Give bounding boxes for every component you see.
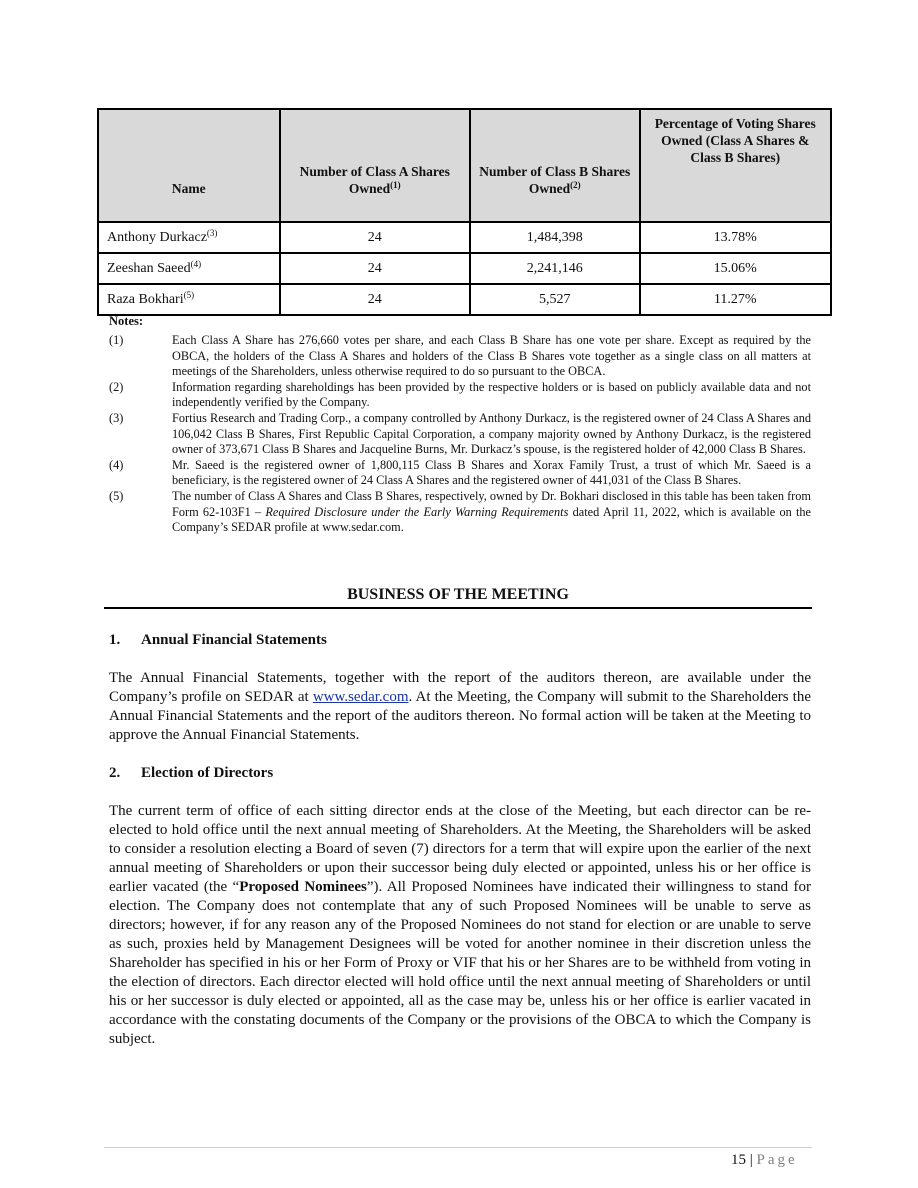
cell-name: Raza Bokhari$^{(5)}$ [98, 284, 280, 315]
table-row [98, 253, 831, 284]
header-percentage: Percentage of Voting Shares Owned (Class A Shares & Class B Shares) [640, 109, 832, 222]
cell-class-b: 1,484,398 [470, 222, 640, 253]
note-number: (3) [109, 410, 124, 425]
sedar-link[interactable]: www.sedar.com [312, 689, 409, 705]
header-class-a: Number of Class A Shares Owned$^{(1)}$ [280, 109, 470, 222]
note-text: The number of Class A Shares and Class B Shares, respectively, owned by Dr. Bokhari disclosed in this table has been taken from Form 62-103F1 – Required Disclosure under the Early Warning Requirements dated April 11, 2022, which is available on the Company’s SEDAR profile at www.sedar.com. [172, 488, 812, 535]
footer-divider [104, 1147, 812, 1148]
subheading-annual-financial-statements: 1. Annual Financial Statements [109, 632, 327, 648]
cell-class-b: 2,241,146 [470, 253, 640, 284]
note-item [109, 489, 811, 536]
defined-term: Proposed Nominees [239, 879, 367, 895]
header-name: Name [98, 109, 280, 222]
page-number: 15 [731, 1152, 746, 1168]
cell-class-a: 24 [280, 253, 470, 284]
note-item [109, 380, 811, 411]
shareholdings-table [97, 108, 832, 316]
note-item [109, 411, 811, 458]
note-number: (2) [109, 379, 124, 394]
cell-percentage: 15.06% [640, 253, 832, 284]
notes-title: Notes: [109, 314, 144, 328]
note-number: (1) [109, 333, 124, 347]
cell-name: Anthony Durkacz$^{(3)}$ [98, 222, 280, 253]
note-number: (4) [109, 457, 124, 472]
table-row [98, 284, 831, 315]
header-class-b: Number of Class B Shares Owned$^{(2)}$ [470, 109, 640, 222]
paragraph-election-of-directors: The current term of office of each sitting director ends at the close of the Meeting, but each director can be re-elected to hold office until the next annual meeting of Shareholders. At the Meeting, the Shareholders will be asked to consider a resolution electing a Board of seven (7) directors for a term that will expire upon the earlier of the next annual meeting of Shareholders or upon their successor being duly elected or appointed, unless his or her office is earlier vacated (the “Proposed Nominees”). All Proposed Nominees have indicated their willingness to stand for election. The Company does not contemplate that any of such Proposed Nominees will be unable to serve as directors; however, if for any reason any of the Proposed Nominees do not stand for election or are unable to serve as such, proxies held by Management Designees will be voted for another nominee in their discretion unless the Shareholder has specified in his or her Form of Proxy or VIF that his or her Shares are to be withheld from voting in the election of directors. Each director elected will hold office until the next annual meeting of Shareholders or until his or her successor is duly elected or appointed, all as the case may be, unless his or her office is earlier vacated in accordance with the constating documents of the Company or the provisions of the OBCA to which the Company is subject. [109, 803, 811, 1047]
cell-percentage: 11.27% [640, 284, 832, 315]
page-label: Page [756, 1152, 798, 1168]
table-header-row [98, 109, 831, 222]
notes-list [109, 333, 811, 536]
note-item [109, 458, 811, 489]
note-item [109, 333, 811, 380]
note-text: Fortius Research and Trading Corp., a company controlled by Anthony Durkacz, is the registered owner of 24 Class A Shares and 106,042 Class B Shares, First Republic Capital Corporation, a company majority owned by Anthony Durkacz, is the registered owner of 373,671 Class B Shares and Jacqueline Burns, Mr. Durkacz’s spouse, is the registered holder of 42,000 Class B Shares. [172, 410, 811, 457]
table-row [98, 222, 831, 253]
note-text: Information regarding shareholdings has been provided by the respective holders or is based on publicly available data and not independently verified by the Company. [172, 379, 811, 410]
cell-name: Zeeshan Saeed$^{(4)}$ [98, 253, 280, 284]
note-number: (5) [109, 488, 124, 503]
note-text: Each Class A Share has 276,660 votes per share, and each Class B Share has one vote per share. Except as required by the OBCA, the holders of the Class A Shares and holders of the Class B Shares vote together as a single class on all matters at meetings of the Shareholders, unless otherwise required to do so pursuant to the OBCA. [172, 333, 811, 379]
cell-class-a: 24 [280, 222, 470, 253]
form-title-italic: Required Disclosure under the Early Warning Requirements [265, 504, 569, 519]
section-title: BUSINESS OF THE MEETING [104, 586, 812, 609]
note-text: Mr. Saeed is the registered owner of 1,800,115 Class B Shares and Xorax Family Trust, a trust of which Mr. Saeed is a beneficiary, is the registered owner of 24 Class A Shares and the registered owner of 441,031 of the Class B Shares. [172, 457, 811, 488]
subheading-election-of-directors: 2. Election of Directors [109, 765, 274, 781]
cell-class-b: 5,527 [470, 284, 640, 315]
cell-class-a: 24 [280, 284, 470, 315]
cell-percentage: 13.78% [640, 222, 832, 253]
page-footer: 15 | Page [731, 1152, 798, 1168]
paragraph-annual-financial-statements: The Annual Financial Statements, together with the report of the auditors thereon, are available under the Company’s profile on SEDAR at www.sedar.com. At the Meeting, the Company will submit to the Shareholders the Annual Financial Statements and the report of the auditors thereon. No formal action will be taken at the Meeting to approve the Annual Financial Statements. [109, 670, 811, 743]
